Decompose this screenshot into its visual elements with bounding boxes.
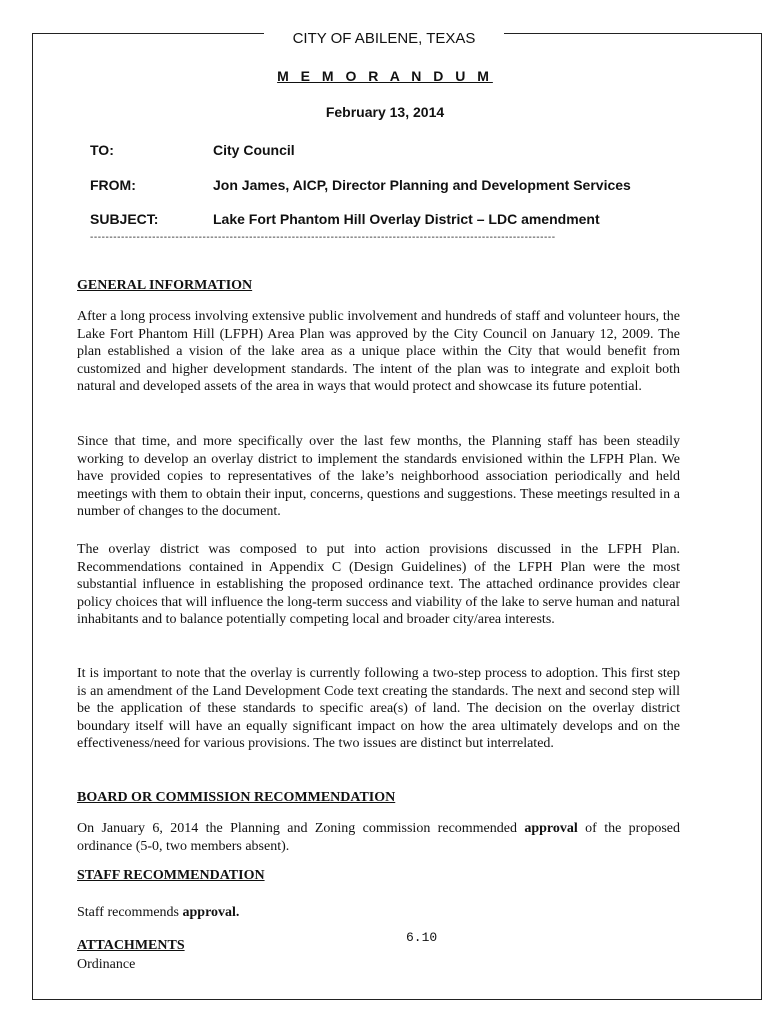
- page-number: 6.10: [406, 930, 438, 945]
- attachment-item: Ordinance: [77, 957, 136, 972]
- staff-approval: approval.: [182, 905, 240, 920]
- to-value: City Council: [213, 142, 295, 158]
- staff-text-before: Staff recommends: [77, 905, 183, 920]
- subject-label: SUBJECT:: [90, 211, 159, 227]
- staff-recommendation-text: [77, 904, 680, 922]
- attachments-heading: ATTACHMENTS: [77, 938, 185, 953]
- board-text-after: of the proposed ordinance (5-0, two members absent).: [77, 821, 680, 854]
- to-row: [90, 142, 295, 158]
- staff-recommendation-heading: STAFF RECOMMENDATION: [77, 868, 265, 883]
- subject-value: Lake Fort Phantom Hill Overlay District – LDC amendment: [213, 211, 600, 227]
- memo-date: February 13, 2014: [325, 104, 445, 120]
- subject-row: [90, 211, 600, 227]
- frame-top-right-rule: [504, 33, 762, 34]
- board-recommendation-text: [77, 820, 680, 855]
- general-paragraph-3: The overlay district was composed to put into action provisions discussed in the LFPH Plan. Recommendations contained in Appendix C (Design Guidelines) of the LFPH Plan were the most substantial influence in establishing the proposed ordinance text. The attached ordinance provides clear policy choices that will influence the long-term success and viability of the lake to serve human and natural inhabitants and to balance potentially competing local and broader city/area interests.: [77, 542, 680, 627]
- from-value: Jon James, AICP, Director Planning and Development Services: [213, 177, 631, 193]
- from-label: FROM:: [90, 177, 136, 193]
- general-information-heading: GENERAL INFORMATION: [77, 278, 253, 293]
- general-paragraph-2: Since that time, and more specifically over the last few months, the Planning staff has been steadily working to develop an overlay district to implement the standards envisioned within the LFPH Plan. We have provided copies to representatives of the lake’s neighborhood association periodically and held meetings with them to obtain their input, concerns, questions and suggestions. These meetings resulted in a number of changes to the document.: [77, 434, 680, 519]
- memo-title: M E M O R A N D U M: [277, 68, 493, 84]
- header-divider: ------------------------------------------------------------------------------------------------------------------------: [90, 232, 556, 243]
- to-label: TO:: [90, 142, 114, 158]
- general-paragraph-1: After a long process involving extensive public involvement and hundreds of staff and volunteer hours, the Lake Fort Phantom Hill (LFPH) Area Plan was approved by the City Council on January 12, 2009. The plan established a vision of the lake area as a unique place within the City that would benefit from customized and higher development standards. The intent of the plan was to integrate and exploit both natural and developed assets of the area in ways that would protect and showcase its future potential.: [77, 309, 680, 394]
- general-paragraph-4: It is important to note that the overlay is currently following a two-step process to adoption. This first step is an amendment of the Land Development Code text creating the standards. The next and second step will be the application of these standards to specific area(s) of land. The decision on the overlay district boundary itself will have an equally significant impact on how the area ultimately develops and on the effectiveness/need for various provisions. The two issues are distinct but interrelated.: [77, 666, 680, 751]
- frame-top-left-rule: [32, 33, 264, 34]
- city-title: CITY OF ABILENE, TEXAS: [292, 30, 476, 47]
- board-recommendation-heading: BOARD OR COMMISSION RECOMMENDATION: [77, 790, 396, 805]
- from-row: [90, 177, 631, 193]
- board-text-before: On January 6, 2014 the Planning and Zoning commission recommended: [77, 821, 525, 836]
- board-approval: approval: [524, 821, 578, 836]
